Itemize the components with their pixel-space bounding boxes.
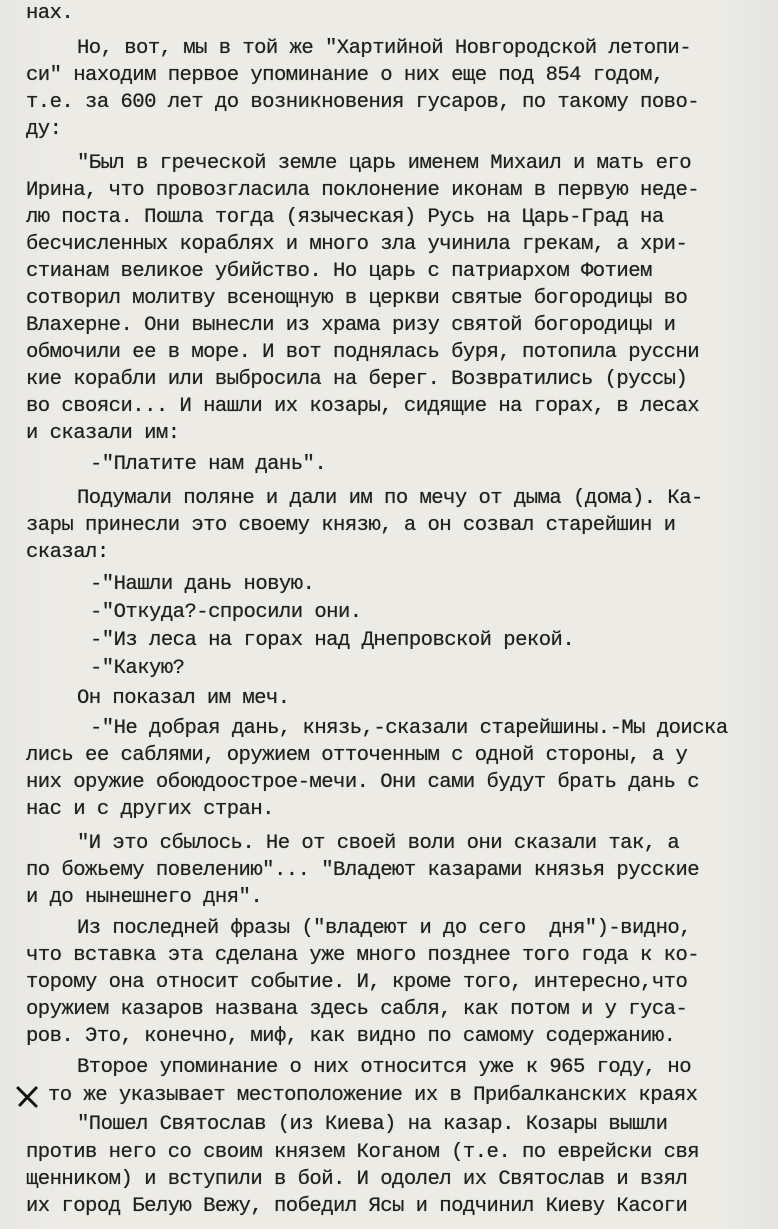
text-line: -"Платите нам дань".: [90, 453, 327, 476]
text-line: Влахерне. Они вынесли из храма ризу святой богородицы и: [26, 314, 676, 337]
text-line: Он показал им меч.: [77, 687, 290, 710]
text-line: -"Какую?: [90, 657, 185, 680]
text-line: ров. Это, конечно, миф, как видно по самому содержанию.: [26, 1025, 676, 1048]
text-line: и сказали им:: [26, 422, 180, 445]
text-line: зары принесли это своему князю, а он созвал старейшин и: [26, 514, 676, 537]
text-line: по божьему повелению"... "Владеют казарами князья русские: [26, 859, 700, 882]
text-line: ду:: [26, 118, 62, 141]
text-line: нах.: [26, 2, 74, 25]
text-line: "Пошел Святослав (из Киева) на казар. Козары вышли: [77, 1113, 668, 1136]
text-line: щенником) и вступили в бой. И одолел их Святослав и взял: [26, 1168, 688, 1191]
text-line: "Был в греческой земле царь именем Михаил и мать его: [77, 152, 692, 175]
text-line: нас и с других стран.: [26, 798, 274, 821]
text-line: Подумали поляне и дали им по мечу от дыма (дома). Ка-: [77, 487, 703, 510]
text-line: кие корабли или выбросила на берег. Возвратились (руссы): [26, 368, 688, 391]
text-line: стианам великое убийство. Но царь с патриархом Фотием: [26, 260, 652, 283]
text-line: т.е. за 600 лет до возникновения гусаров, по такому пово-: [26, 91, 700, 114]
text-line: торому она относит событие. И, кроме того, интересно,что: [26, 971, 688, 994]
text-line: них оружие обоюдоострое-мечи. Они сами будут брать дань с: [26, 771, 700, 794]
text-line: Но, вот, мы в той же "Хартийной Новгородской летопи-: [77, 37, 692, 60]
text-line: -"Нашли дань новую.: [90, 573, 315, 596]
text-line: си" находим первое упоминание о них еще под 854 годом,: [26, 64, 664, 87]
margin-x-mark-icon: [14, 1084, 42, 1110]
text-line: лись ее саблями, оружием отточенным с одной стороны, а у: [26, 744, 688, 767]
text-line: что вставка эта сделана уже много позднее того года к ко-: [26, 944, 700, 967]
text-line: -"Не добрая дань, князь,-сказали старейшины.-Мы доиска: [90, 717, 728, 740]
text-line: "И это сбылось. Не от своей воли они сказали так, а: [77, 832, 680, 855]
text-line: во свояси... И нашли их козары, сидящие на горах, в лесах: [26, 395, 700, 418]
text-line: и до нынешнего дня".: [26, 886, 263, 909]
text-line: против него со своим князем Коганом (т.е. по еврейски свя: [26, 1141, 700, 1164]
text-line: сказал:: [26, 541, 109, 564]
text-line: -"Откуда?-спросили они.: [90, 601, 362, 624]
text-line: лю поста. Пошла тогда (языческая) Русь на Царь-Град на: [26, 206, 664, 229]
text-line: -"Из леса на горах над Днепровской рекой.: [90, 629, 575, 652]
text-line: то же указывает местоположение их в Прибалканских краях: [48, 1084, 698, 1107]
text-line: обмочили ее в море. И вот поднялась буря, потопила руссни: [26, 341, 700, 364]
text-line: Из последней фразы ("владеют и до сего дня")-видно,: [77, 917, 692, 940]
text-line: их город Белую Вежу, победил Ясы и подчинил Киеву Касоги: [26, 1195, 688, 1218]
text-line: Ирина, что провозгласила поклонение иконам в первую неде-: [26, 179, 700, 202]
text-line: Второе упоминание о них относится уже к 965 году, но: [77, 1056, 692, 1079]
text-line: оружием казаров названа здесь сабля, как потом и у гуса-: [26, 998, 688, 1021]
text-line: бесчисленных кораблях и много зла учинила грекам, а хри-: [26, 233, 688, 256]
text-line: сотворил молитву всенощную в церкви святые богородицы во: [26, 287, 688, 310]
